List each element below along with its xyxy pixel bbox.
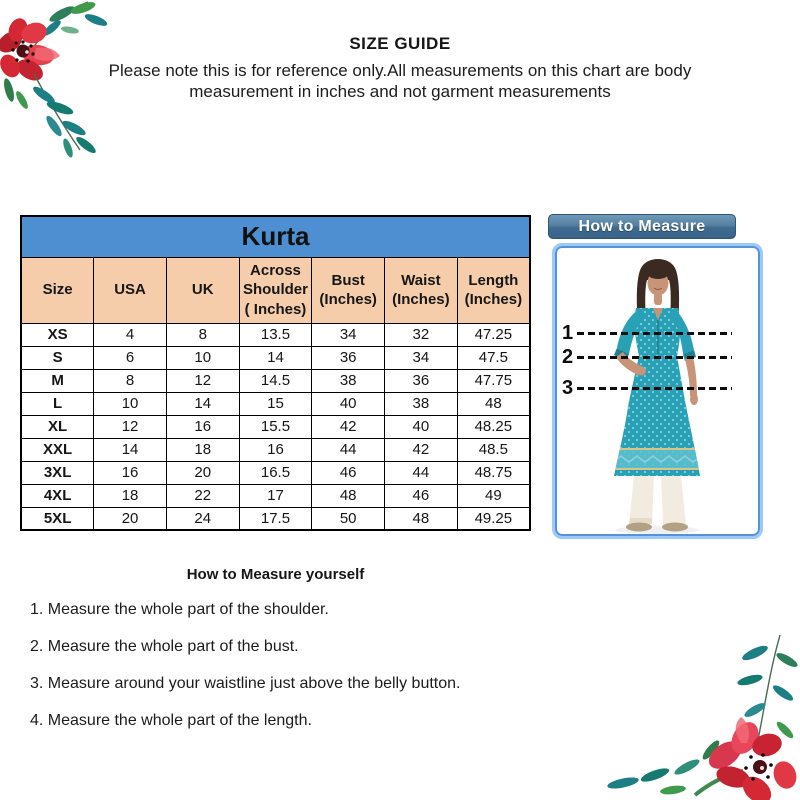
leaf-branch-icon: [736, 635, 799, 745]
table-row: [21, 507, 530, 530]
marker-3: 3: [562, 377, 574, 399]
column-header: Size: [21, 257, 94, 323]
page-title: SIZE GUIDE: [349, 34, 451, 53]
table-cell: 47.75: [457, 369, 530, 392]
table-cell: 17.5: [239, 507, 312, 530]
table-cell: 38: [385, 392, 458, 415]
table-cell: 16.5: [239, 461, 312, 484]
table-cell: 48.5: [457, 438, 530, 461]
table-cell: 40: [385, 415, 458, 438]
table-cell: 38: [312, 369, 385, 392]
table-cell: 47.5: [457, 346, 530, 369]
note-line-2: measurement in inches and not garment measurements: [189, 82, 611, 101]
instructions-list: [30, 600, 550, 748]
table-cell: 42: [312, 415, 385, 438]
instruction-item: 4. Measure the whole part of the length.: [30, 712, 312, 729]
table-cell: 13.5: [239, 323, 312, 346]
table-cell: 12: [166, 369, 239, 392]
table-cell: 48.25: [457, 415, 530, 438]
table-cell: S: [21, 346, 94, 369]
size-chart-table: [20, 215, 531, 531]
table-cell: 16: [239, 438, 312, 461]
table-cell: 6: [94, 346, 167, 369]
how-to-measure-banner-label: How to Measure: [578, 217, 706, 235]
table-cell: 12: [94, 415, 167, 438]
table-cell: L: [21, 392, 94, 415]
measure-photo-box: [552, 243, 763, 539]
measure-line-bust: [562, 347, 732, 367]
table-cell: XXL: [21, 438, 94, 461]
size-chart-section: [20, 215, 531, 531]
dashed-line-icon: [577, 387, 732, 390]
table-cell: 8: [166, 323, 239, 346]
table-cell: 46: [312, 461, 385, 484]
table-cell: 36: [312, 346, 385, 369]
table-cell: 22: [166, 484, 239, 507]
table-cell: 10: [166, 346, 239, 369]
table-cell: 48.75: [457, 461, 530, 484]
table-cell: 4XL: [21, 484, 94, 507]
table-cell: 49: [457, 484, 530, 507]
how-to-measure-banner: [548, 214, 736, 239]
table-cell: 42: [385, 438, 458, 461]
table-cell: 4: [94, 323, 167, 346]
table-cell: 36: [385, 369, 458, 392]
flower-icon: [704, 717, 800, 800]
column-header: UK: [166, 257, 239, 323]
column-header: Waist (Inches): [385, 257, 458, 323]
table-cell: 18: [94, 484, 167, 507]
table-row: [21, 369, 530, 392]
column-header: Length (Inches): [457, 257, 530, 323]
table-cell: 44: [312, 438, 385, 461]
table-cell: 44: [385, 461, 458, 484]
table-cell: 48: [385, 507, 458, 530]
table-cell: 40: [312, 392, 385, 415]
table-row: [21, 415, 530, 438]
table-cell: 14: [166, 392, 239, 415]
table-cell: 50: [312, 507, 385, 530]
pants-left: [629, 476, 654, 524]
table-cell: 8: [94, 369, 167, 392]
measure-line-shoulder: [562, 323, 732, 343]
table-cell: 34: [312, 323, 385, 346]
table-cell: 16: [166, 415, 239, 438]
instruction-item: 3. Measure around your waistline just above the belly button.: [30, 675, 461, 692]
table-cell: 15.5: [239, 415, 312, 438]
table-cell: 32: [385, 323, 458, 346]
table-cell: 46: [385, 484, 458, 507]
table-title-band: Kurta: [21, 216, 530, 257]
table-cell: 20: [166, 461, 239, 484]
column-header: Bust (Inches): [312, 257, 385, 323]
table-row: [21, 438, 530, 461]
table-cell: 15: [239, 392, 312, 415]
table-cell: 16: [94, 461, 167, 484]
table-cell: 17: [239, 484, 312, 507]
marker-1: 1: [562, 322, 574, 344]
table-cell: 3XL: [21, 461, 94, 484]
table-cell: 5XL: [21, 507, 94, 530]
table-cell: 18: [166, 438, 239, 461]
instruction-item: 2. Measure the whole part of the bust.: [30, 638, 299, 655]
table-cell: 34: [385, 346, 458, 369]
measure-line-waist: [562, 378, 732, 398]
table-cell: 48: [312, 484, 385, 507]
table-row: [21, 392, 530, 415]
table-cell: XL: [21, 415, 94, 438]
table-cell: 24: [166, 507, 239, 530]
table-row: [21, 461, 530, 484]
marker-2: 2: [562, 346, 574, 368]
instructions-heading: How to Measure yourself: [186, 566, 365, 583]
table-cell: 48: [457, 392, 530, 415]
table-cell: 10: [94, 392, 167, 415]
table-row: [21, 346, 530, 369]
table-cell: 47.25: [457, 323, 530, 346]
table-cell: 49.25: [457, 507, 530, 530]
table-cell: 14: [239, 346, 312, 369]
column-header: Across Shoulder ( Inches): [239, 257, 312, 323]
table-row: [21, 484, 530, 507]
table-row: [21, 323, 530, 346]
table-cell: XS: [21, 323, 94, 346]
leaf-branch-icon: [606, 738, 743, 796]
note-line-1: Please note this is for reference only.All measurements on this chart are body: [108, 61, 692, 80]
table-cell: M: [21, 369, 94, 392]
dashed-line-icon: [577, 356, 732, 359]
table-cell: 14: [94, 438, 167, 461]
neck: [654, 293, 662, 305]
column-header: USA: [94, 257, 167, 323]
table-cell: 20: [94, 507, 167, 530]
shoe-left: [626, 523, 652, 532]
page-note: [70, 60, 730, 102]
table-cell: 14.5: [239, 369, 312, 392]
pants-right: [661, 476, 686, 524]
instruction-item: 1. Measure the whole part of the shoulder.: [30, 601, 329, 618]
shoe-right: [662, 523, 688, 532]
dashed-line-icon: [577, 332, 732, 335]
floral-decoration-bottom-right: [595, 635, 800, 800]
